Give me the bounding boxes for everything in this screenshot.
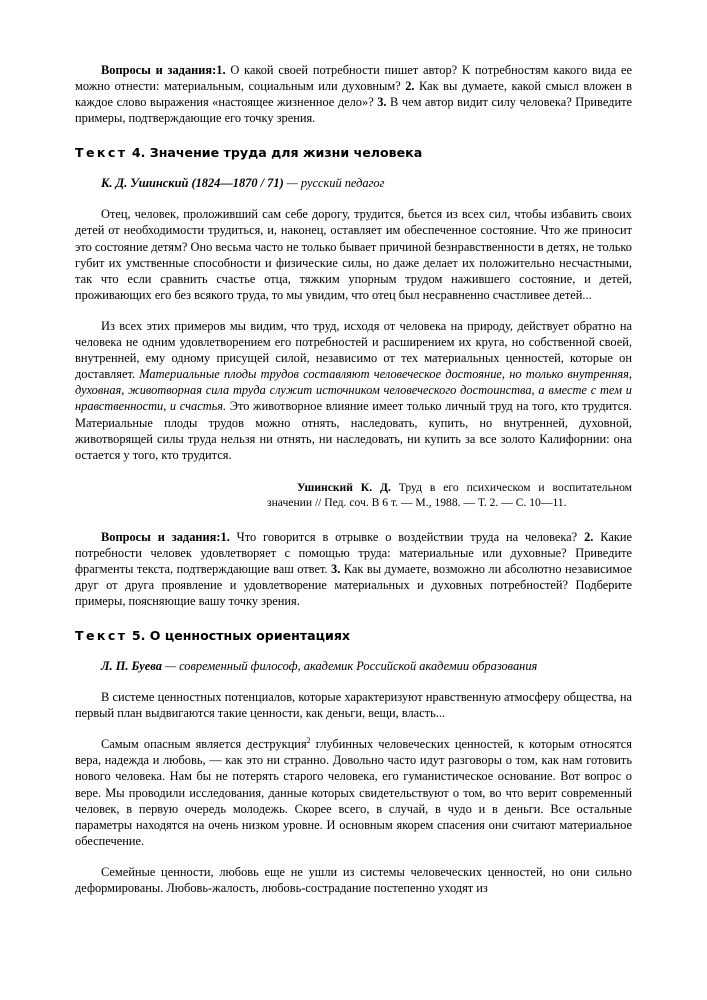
source-citation — [267, 480, 632, 511]
emphasized-text: Материальные плоды трудов составляют человеческое достояние, но только внутренняя, духовная, животворная сила труда служит источником человеческого достоинства, а вместе с тем и нравственности, и счастья. — [75, 367, 633, 414]
question-number: 2. — [405, 79, 415, 94]
questions-label: Вопросы и задания: — [101, 63, 217, 77]
question-text: В чем автор видит силу человека? Приведите примеры, подтверждающие его точку зрения. — [75, 95, 633, 126]
question-number: 3. — [331, 561, 341, 576]
citation-author: Ушинский К. Д. — [297, 480, 391, 494]
question-text: Как вы думаете, какой смысл вложен в каждое слово выражения «настоящее жизненное дело»? — [75, 79, 632, 110]
footnote-marker[interactable]: 2 — [306, 736, 311, 746]
question-text: О какой своей потребности пишет автор? К потребностям какого вида ее можно отнести: материальным, социальным или духовным? — [75, 63, 632, 94]
citation-source: Труд в его психическом и воспитательном значении // Пед. соч. В 6 т. — М., 1988. — Т. 2. — С. 10—11. — [267, 480, 632, 510]
paragraph — [75, 736, 632, 849]
author-description: — русский педагог — [283, 176, 385, 191]
paragraph-part: Это животворное влияние имеет только личный труд на того, кто трудится. Материальные плоды трудов можно отнять, наследовать, купить, но внутренней, духовной, животворящей силы труда нельзя ни отнять, ни наследовать, ни купить за все золото Калифорнии: она остается у того, кто трудится. — [75, 399, 632, 462]
attribution-bueva — [75, 658, 632, 674]
questions-label: Вопросы и задания: — [101, 529, 221, 544]
question-text: Как вы думаете, возможно ли абсолютно независимое друг от друга проявление и удовлетворение материальных и духовных потребностей? Подберите примеры, поясняющие вашу точку зрения. — [75, 561, 632, 608]
question-number: 3. — [377, 95, 387, 110]
question-text: Какие потребности человек удовлетворяет с помощью труда: материальные или духовные? Приведите фрагменты текста, подтверждающие ваш ответ. — [75, 529, 632, 576]
questions-block-1 — [75, 62, 632, 126]
spacer — [75, 303, 632, 318]
question-number: 2. — [584, 529, 594, 544]
paragraph: Отец, человек, проложивший сам себе дорогу, трудится, бьется из всех сил, чтобы избавить своих детей от необходимости трудиться, и, наконец, оставляет им обеспеченное состояние. Что же приносит это состояние детям? Оно весьма часто не только бывает причиной безнравственности в детях, не только губит их умственные способности и физические силы, но даже делает их положительно несчастными, так что если сравнить счастье отца, тяжким упорным трудом нажившего состояние, и детей, проживающих его без всякого труда, то мы увидим, что отец был несравненно счастливее детей... — [75, 207, 632, 302]
paragraph-part: глубинных человеческих ценностей, к которым относятся вера, надежда и любовь, — как это ни странно. Довольно часто идут разговоры о том, как нам готовить нового человека. Нам бы не потерять старого человека, его гуманистическое основание. Вот вопрос о вере. Мы проводили исследования, данные которых свидетельствуют о том, во что верит современный человек, в первую очередь молодежь. Скорее всего, в случай, в чудо и в деньги. Все остальные параметры находятся на очень низком уровне. И основным якорем спасения они считают материальное обеспечение. — [75, 737, 632, 848]
spacer — [75, 463, 632, 480]
author-name: К. Д. Ушинский (1824—1870 / 71) — [101, 176, 284, 191]
attribution-ushinsky — [75, 175, 632, 191]
section-heading-label: Текст — [75, 145, 128, 161]
paragraph-part: Из всех этих примеров мы видим, что труд, исходя от человека на природу, действует обратно на человека не одним удовлетворением его потребностей и расширением их круга, но собственной своей, внутренней, ему одному присущей силой, независимо от тех материальных ценностей, которые он доставляет. — [75, 318, 632, 382]
spacer — [75, 644, 632, 658]
section-heading-rest: 4. Значение труда для жизни человека — [127, 145, 423, 161]
question-number: 1. — [220, 529, 230, 544]
spacer — [75, 609, 632, 628]
spacer — [75, 191, 632, 206]
author-name: Л. П. Буева — [101, 659, 162, 674]
section-heading-text-5 — [75, 628, 632, 644]
questions-block-2 — [75, 529, 632, 609]
section-heading-rest: 5. О ценностных ориентациях — [127, 628, 351, 644]
spacer — [75, 674, 632, 689]
author-description: — современный философ, академик Российской академии образования — [161, 659, 538, 674]
paragraph — [75, 318, 632, 463]
paragraph: Семейные ценности, любовь еще не ушли из системы человеческих ценностей, но они сильно деформированы. Любовь-жалость, любовь-сострадание постепенно уходят из — [75, 864, 632, 895]
spacer — [75, 126, 632, 145]
spacer — [75, 721, 632, 736]
spacer — [75, 511, 632, 529]
question-text: Что говорится в отрывке о воздействии труда на человека? — [229, 529, 585, 544]
question-number: 1. — [216, 63, 226, 77]
section-heading-text-4 — [75, 145, 632, 161]
spacer — [75, 849, 632, 864]
paragraph: В системе ценностных потенциалов, которые характеризуют нравственную атмосферу общества, на первый план выдвигаются такие ценности, как деньги, вещи, власть... — [75, 690, 632, 721]
paragraph-part: Самым опасным является деструкция — [101, 737, 307, 752]
spacer — [75, 161, 632, 175]
section-heading-label: Текст — [75, 628, 128, 644]
